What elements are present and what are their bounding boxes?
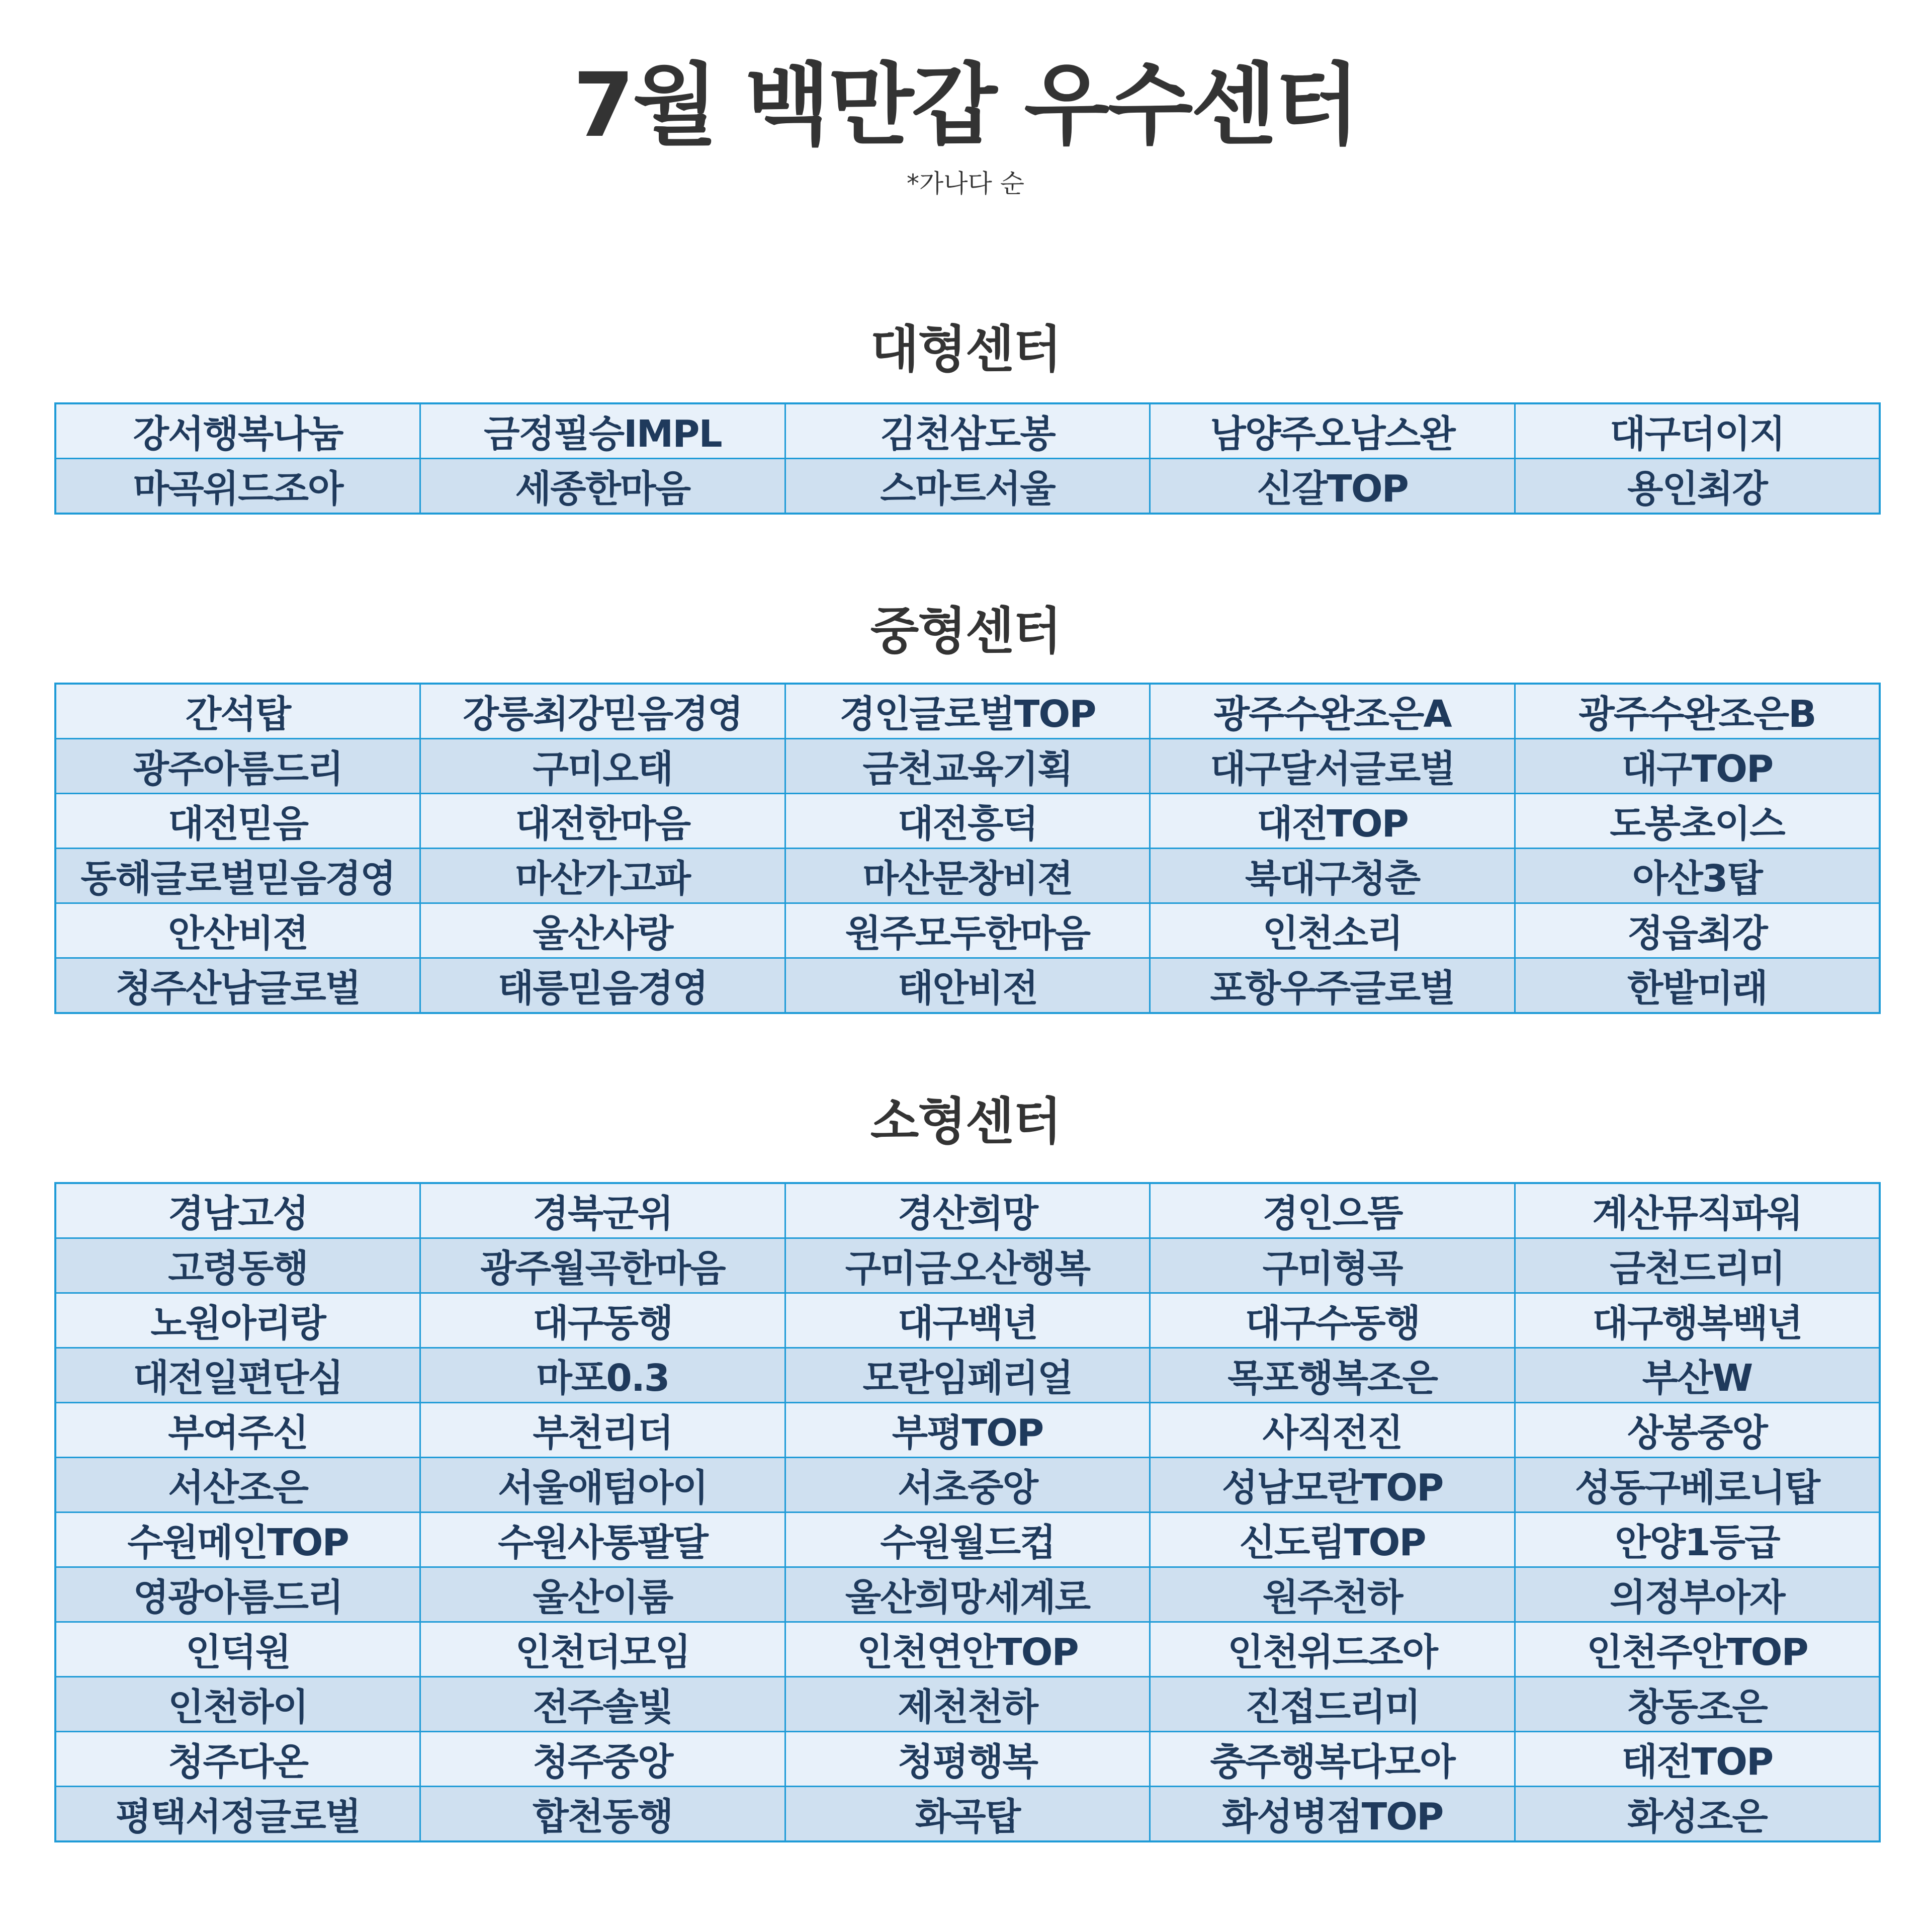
center-name-cell: 청주산남글로벌 [55, 958, 420, 1014]
center-name-cell: 창동조은 [1515, 1677, 1880, 1732]
center-name-cell: 경북군위 [420, 1183, 785, 1238]
center-name-cell: 부여주신 [55, 1403, 420, 1458]
center-name-cell: 사직전진 [1150, 1403, 1515, 1458]
table-row [55, 958, 1880, 1014]
section-title-large: 대형센터 [870, 320, 1061, 379]
sort-note: *가나다 순 [906, 169, 1025, 198]
center-name-cell: 신도림TOP [1150, 1513, 1515, 1567]
center-name-cell: 경인글로벌TOP [785, 684, 1150, 739]
center-name-cell: 수원메인TOP [55, 1513, 420, 1567]
center-name-cell: 용인최강 [1515, 459, 1880, 514]
center-name-cell: 화성병점TOP [1150, 1787, 1515, 1842]
center-name-cell: 충주행복다모아 [1150, 1732, 1515, 1787]
center-name-cell: 도봉초이스 [1515, 794, 1880, 849]
center-name-cell: 노원아리랑 [55, 1293, 420, 1348]
center-name-cell: 부평TOP [785, 1403, 1150, 1458]
center-name-cell: 원주모두한마음 [785, 903, 1150, 958]
center-name-cell: 전주솔빛 [420, 1677, 785, 1732]
center-name-cell: 경남고성 [55, 1183, 420, 1238]
center-name-cell: 대전흥덕 [785, 794, 1150, 849]
center-name-cell: 진접드리미 [1150, 1677, 1515, 1732]
center-name-cell: 계산뮤직파워 [1515, 1183, 1880, 1238]
table-row [55, 794, 1880, 849]
table-row [55, 403, 1880, 459]
center-name-cell: 대구백년 [785, 1293, 1150, 1348]
center-name-cell: 강서행복나눔 [55, 403, 420, 459]
center-name-cell: 수원월드컵 [785, 1513, 1150, 1567]
center-name-cell: 세종한마음 [420, 459, 785, 514]
center-name-cell: 인덕원 [55, 1622, 420, 1677]
center-name-cell: 안양1등급 [1515, 1513, 1880, 1567]
small-center-table [54, 1182, 1881, 1842]
center-name-cell: 성동구베로니탑 [1515, 1458, 1880, 1513]
center-name-cell: 청주중앙 [420, 1732, 785, 1787]
center-name-cell: 울산이룸 [420, 1567, 785, 1622]
page-title: 7월 백만갑 우수센터 [573, 54, 1358, 157]
center-name-cell: 태안비전 [785, 958, 1150, 1014]
center-name-cell: 포항우주글로벌 [1150, 958, 1515, 1014]
center-name-cell: 부산W [1515, 1348, 1880, 1403]
table-row [55, 459, 1880, 514]
table-row [55, 903, 1880, 958]
table-row [55, 1622, 1880, 1677]
center-name-cell: 목포행복조은 [1150, 1348, 1515, 1403]
medium-center-table [54, 683, 1881, 1014]
center-name-cell: 서초중앙 [785, 1458, 1150, 1513]
center-name-cell: 청평행복 [785, 1732, 1150, 1787]
center-name-cell: 마산가고파 [420, 849, 785, 903]
center-name-cell: 대구행복백년 [1515, 1293, 1880, 1348]
center-name-cell: 마포0.3 [420, 1348, 785, 1403]
center-name-cell: 화성조은 [1515, 1787, 1880, 1842]
table-row [55, 1403, 1880, 1458]
center-name-cell: 원주천하 [1150, 1567, 1515, 1622]
center-name-cell: 북대구청춘 [1150, 849, 1515, 903]
center-name-cell: 대구수동행 [1150, 1293, 1515, 1348]
center-name-cell: 화곡탑 [785, 1787, 1150, 1842]
table-row [55, 849, 1880, 903]
center-name-cell: 대전TOP [1150, 794, 1515, 849]
center-name-cell: 대전믿음 [55, 794, 420, 849]
center-name-cell: 대구달서글로벌 [1150, 739, 1515, 794]
center-name-cell: 김천삼도봉 [785, 403, 1150, 459]
center-name-cell: 동해글로벌믿음경영 [55, 849, 420, 903]
center-name-cell: 금천드리미 [1515, 1238, 1880, 1293]
center-name-cell: 성남모란TOP [1150, 1458, 1515, 1513]
section-title-medium: 중형센터 [870, 602, 1061, 660]
center-name-cell: 의정부아자 [1515, 1567, 1880, 1622]
center-name-cell: 인천위드조아 [1150, 1622, 1515, 1677]
table-row [55, 1348, 1880, 1403]
table-row [55, 1567, 1880, 1622]
table-row [55, 739, 1880, 794]
center-name-cell: 인천더모임 [420, 1622, 785, 1677]
center-name-cell: 대구TOP [1515, 739, 1880, 794]
center-name-cell: 태릉믿음경영 [420, 958, 785, 1014]
center-name-cell: 경인으뜸 [1150, 1183, 1515, 1238]
center-name-cell: 대전한마음 [420, 794, 785, 849]
table-row [55, 1458, 1880, 1513]
center-name-cell: 울산사랑 [420, 903, 785, 958]
center-name-cell: 대구동행 [420, 1293, 785, 1348]
large-center-table [54, 402, 1881, 515]
center-name-cell: 모란임페리얼 [785, 1348, 1150, 1403]
table-row [55, 1787, 1880, 1842]
table-row [55, 1293, 1880, 1348]
center-name-cell: 합천동행 [420, 1787, 785, 1842]
center-name-cell: 광주수완조은A [1150, 684, 1515, 739]
center-name-cell: 제천천하 [785, 1677, 1150, 1732]
center-name-cell: 구미오태 [420, 739, 785, 794]
center-name-cell: 금정필승IMPL [420, 403, 785, 459]
center-name-cell: 한밭미래 [1515, 958, 1880, 1014]
center-name-cell: 태전TOP [1515, 1732, 1880, 1787]
center-name-cell: 서울애텀아이 [420, 1458, 785, 1513]
center-name-cell: 서산조은 [55, 1458, 420, 1513]
center-name-cell: 광주아름드리 [55, 739, 420, 794]
table-row [55, 1513, 1880, 1567]
center-name-cell: 인천주안TOP [1515, 1622, 1880, 1677]
center-name-cell: 상봉중앙 [1515, 1403, 1880, 1458]
center-name-cell: 간석탑 [55, 684, 420, 739]
center-name-cell: 수원사통팔달 [420, 1513, 785, 1567]
center-name-cell: 고령동행 [55, 1238, 420, 1293]
section-title-small: 소형센터 [870, 1092, 1061, 1151]
table-row [55, 684, 1880, 739]
center-name-cell: 경산희망 [785, 1183, 1150, 1238]
center-name-cell: 정읍최강 [1515, 903, 1880, 958]
center-name-cell: 남양주오남스완 [1150, 403, 1515, 459]
center-name-cell: 마산문창비젼 [785, 849, 1150, 903]
table-row [55, 1677, 1880, 1732]
center-name-cell: 아산3탑 [1515, 849, 1880, 903]
center-name-cell: 영광아름드리 [55, 1567, 420, 1622]
table-row [55, 1183, 1880, 1238]
center-name-cell: 부천리더 [420, 1403, 785, 1458]
table-row [55, 1238, 1880, 1293]
center-name-cell: 마곡위드조아 [55, 459, 420, 514]
center-name-cell: 대구더이지 [1515, 403, 1880, 459]
center-name-cell: 구미형곡 [1150, 1238, 1515, 1293]
center-name-cell: 강릉최강믿음경영 [420, 684, 785, 739]
center-name-cell: 스마트서울 [785, 459, 1150, 514]
center-name-cell: 인천하이 [55, 1677, 420, 1732]
center-name-cell: 광주수완조은B [1515, 684, 1880, 739]
center-name-cell: 인천연안TOP [785, 1622, 1150, 1677]
center-name-cell: 금천교육기획 [785, 739, 1150, 794]
center-name-cell: 인천소리 [1150, 903, 1515, 958]
center-name-cell: 안산비젼 [55, 903, 420, 958]
center-name-cell: 청주다온 [55, 1732, 420, 1787]
center-name-cell: 평택서정글로벌 [55, 1787, 420, 1842]
center-name-cell: 대전일편단심 [55, 1348, 420, 1403]
center-name-cell: 구미금오산행복 [785, 1238, 1150, 1293]
center-name-cell: 울산희망세계로 [785, 1567, 1150, 1622]
table-row [55, 1732, 1880, 1787]
center-name-cell: 신갈TOP [1150, 459, 1515, 514]
center-name-cell: 광주월곡한마음 [420, 1238, 785, 1293]
